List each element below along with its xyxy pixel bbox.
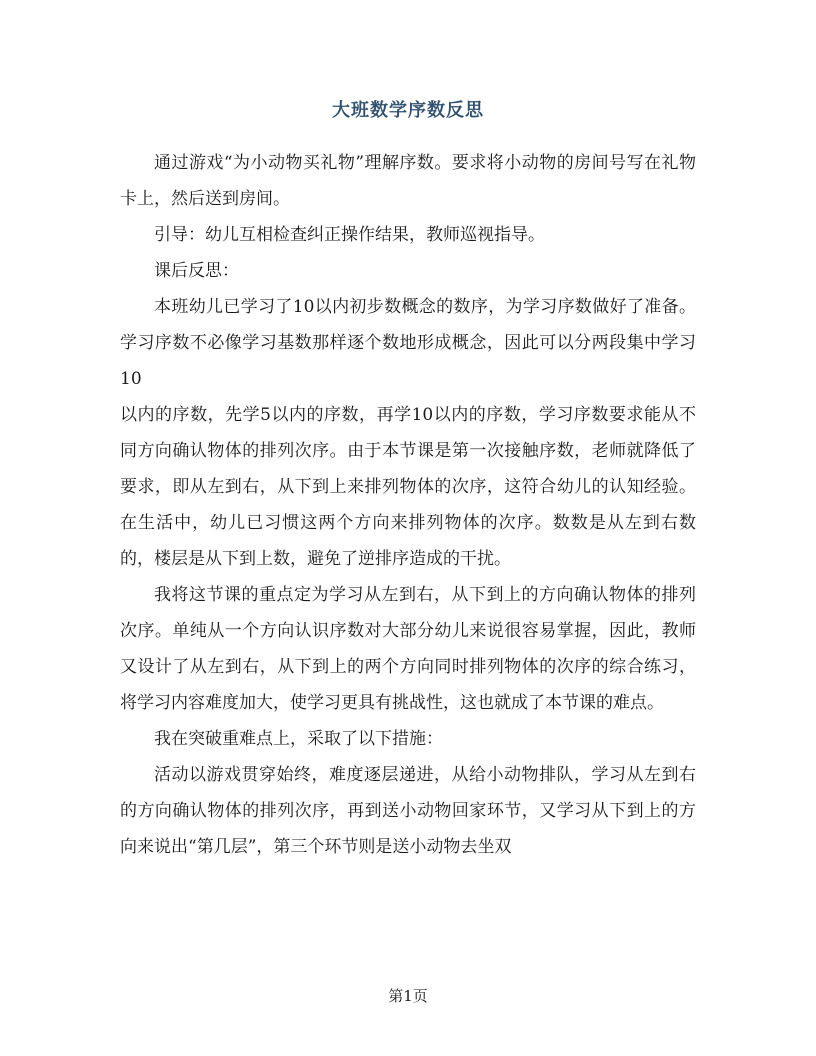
paragraph-intro: 通过游戏“为小动物买礼物”理解序数。要求将小动物的房间号写在礼物卡上，然后送到房间。: [120, 153, 696, 209]
paragraph-reflection-heading: 课后反思：: [154, 261, 239, 281]
paragraph-measures-heading: 我在突破重难点上，采取了以下措施：: [154, 729, 443, 749]
page-number: 第1页: [388, 987, 428, 1005]
paragraph-reflection-1-continued: 以内的序数，先学5以内的序数，再学10以内的序数，学习序数要求能从不同方向确认物体的排列次序。由于本节课是第一次接触序数，老师就降低了要求，即从左到右，从下到上来排列物体的次序，这符合幼儿的认知经验。在生活中，幼儿已习惯这两个方向来排列物体的次序。数数是从左到右数的，楼层是从下到上数，避免了逆排序造成的干扰。: [120, 405, 696, 569]
paragraph-focus: 我将这节课的重点定为学习从左到右，从下到上的方向确认物体的排列次序。单纯从一个方向认识序数对大部分幼儿来说很容易掌握，因此，教师又设计了从左到右，从下到上的两个方向同时排列物体的次序的综合练习，将学习内容难度加大，使学习更具有挑战性，这也就成了本节课的难点。: [120, 585, 696, 713]
document-body: [120, 145, 696, 865]
document-title: 大班数学序数反思: [332, 100, 484, 121]
paragraph-guidance: 引导：幼儿互相检查纠正操作结果，教师巡视指导。: [154, 225, 545, 245]
paragraph-reflection-1: 本班幼儿已学习了10以内初步数概念的数序，为学习序数做好了准备。学习序数不必像学习基数那样逐个数地形成概念，因此可以分两段集中学习10: [120, 297, 696, 389]
paragraph-measures: 活动以游戏贯穿始终，难度逐层递进，从给小动物排队，学习从左到右的方向确认物体的排列次序，再到送小动物回家环节，又学习从下到上的方向来说出“第几层”，第三个环节则是送小动物去坐双: [120, 765, 696, 857]
